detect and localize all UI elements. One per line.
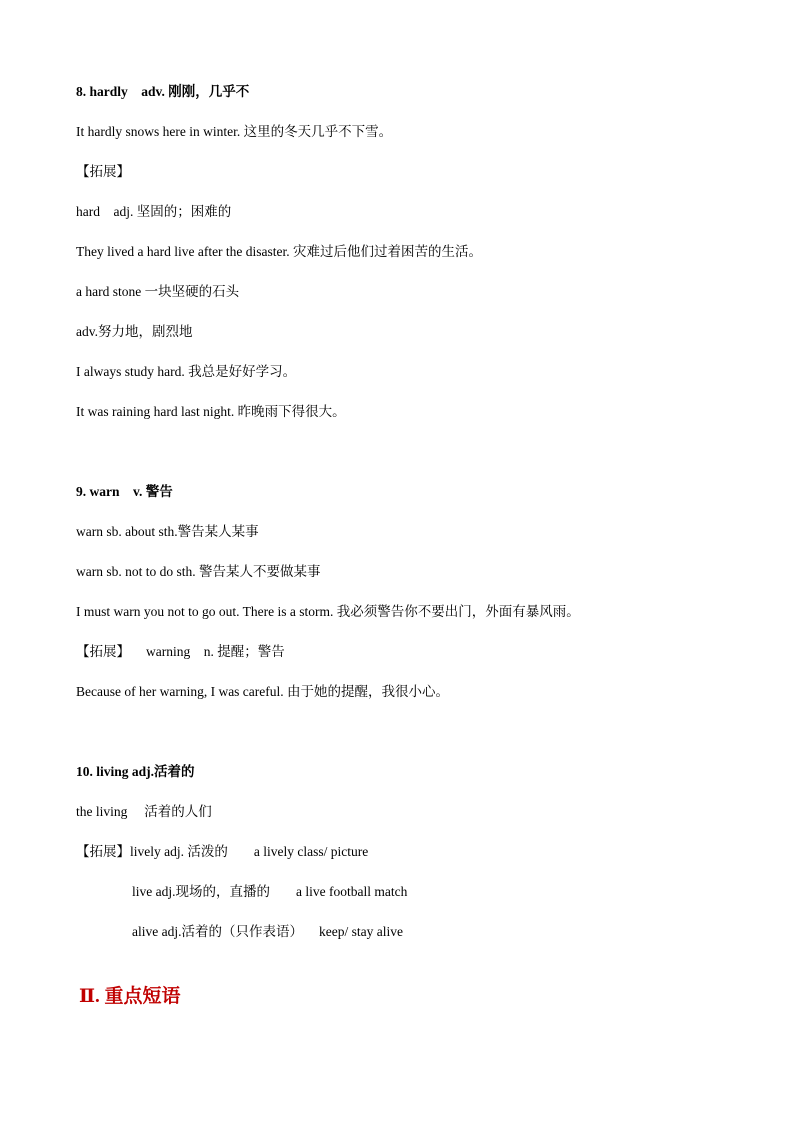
section-title: Ⅱ. 重点短语 — [79, 986, 181, 1007]
extend-label: 【拓展】 — [76, 164, 130, 179]
definition-hard-adv: adv.努力地，剧烈地 — [76, 324, 193, 339]
example-sentence: It was raining hard last night. 昨晚雨下得很大。 — [76, 404, 346, 419]
usage-pattern: warn sb. not to do sth. 警告某人不要做某事 — [76, 564, 321, 579]
extend-label: 【拓展】 — [76, 844, 130, 859]
example-sentence: It hardly snows here in winter. 这里的冬天几乎不下雪。 — [76, 124, 393, 139]
usage-pattern: warn sb. about sth.警告某人某事 — [76, 524, 259, 539]
example-phrase: a lively class/ picture — [253, 844, 369, 859]
definition-live: live adj.现场的，直播的 — [132, 884, 270, 899]
example-phrase: the living 活着的人们 — [76, 804, 212, 819]
extend-line — [76, 843, 368, 861]
definition-warning: warning n. 提醒；警告 — [146, 644, 285, 659]
example-phrase: keep/ stay alive — [318, 924, 403, 939]
entry-heading-living: 10. living adj.活着的 — [76, 764, 195, 779]
definition-hard-adj: hard adj. 坚固的；困难的 — [76, 204, 232, 219]
example-phrase: a live football match — [296, 884, 408, 899]
extend-line — [76, 643, 285, 661]
entry-heading-hardly: 8. hardly adv. 刚刚，几乎不 — [76, 84, 250, 99]
entry-heading-warn: 9. warn v. 警告 — [76, 484, 173, 499]
example-sentence: I must warn you not to go out. There is a storm. 我必须警告你不要出门，外面有暴风雨。 — [76, 604, 580, 619]
extend-line — [132, 923, 403, 941]
example-sentence: Because of her warning, I was careful. 由于她的提醒，我很小心。 — [76, 684, 450, 699]
example-sentence: I always study hard. 我总是好好学习。 — [76, 364, 297, 379]
extend-label: 【拓展】 — [76, 644, 130, 659]
definition-lively: lively adj. 活泼的 — [130, 844, 228, 859]
extend-line — [132, 883, 407, 901]
example-sentence: They lived a hard live after the disaster. 灾难过后他们过着困苦的生活。 — [76, 244, 483, 259]
example-phrase: a hard stone 一块坚硬的石头 — [76, 284, 240, 299]
definition-alive: alive adj.活着的（只作表语） — [132, 924, 303, 939]
